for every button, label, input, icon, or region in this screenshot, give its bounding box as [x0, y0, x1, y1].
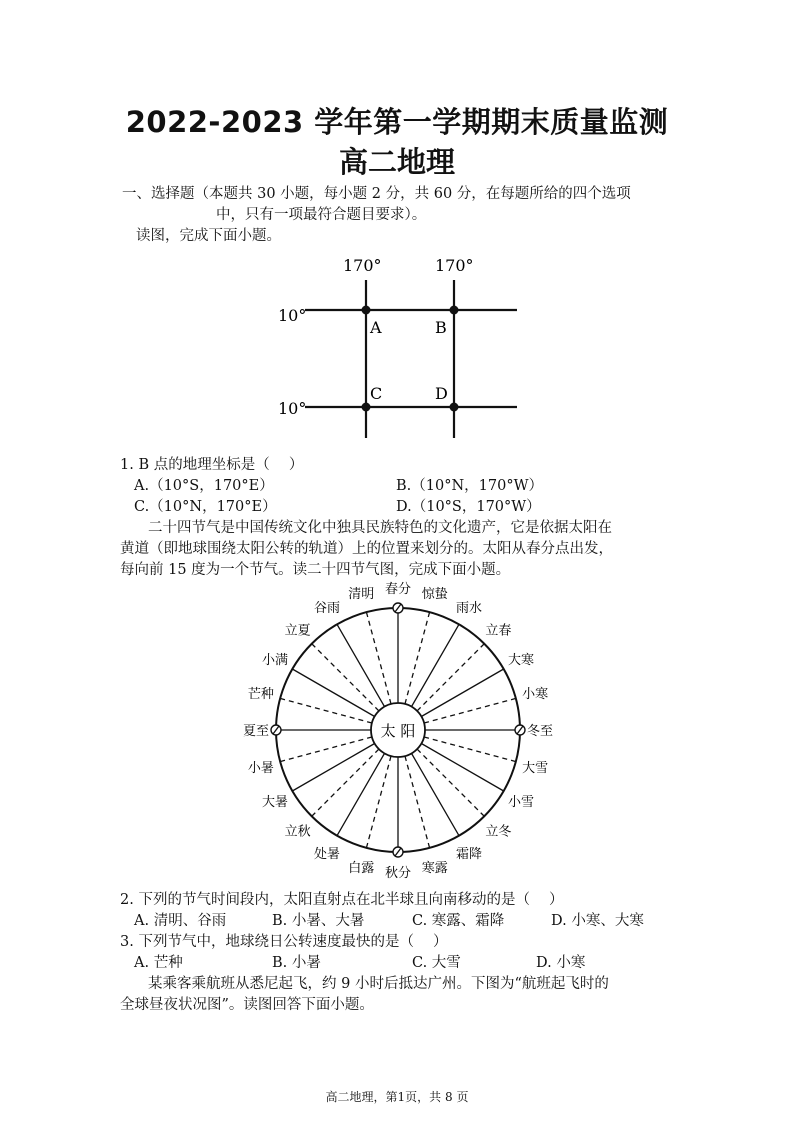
- section-heading-line1: 一、选择题（本题共 30 小题，每小题 2 分，共 60 分，在每题所给的四个选项: [122, 186, 631, 202]
- term-label-6: 冬至: [526, 724, 554, 739]
- q2-option-c: C. 寒露、霜降: [412, 913, 505, 929]
- q1-option-a: A.（10°S，170°E）: [134, 478, 274, 494]
- spoke-7: [424, 737, 516, 762]
- passage3-line1: 某乘客乘航班从悉尼起飞，约 9 小时后抵达广州。下图为“航班起飞时的: [148, 976, 609, 992]
- exam-subject: 高二地理: [338, 145, 455, 179]
- spoke-8: [421, 744, 503, 792]
- point-label-d: D: [435, 384, 448, 403]
- q1-option-d: D.（10°S，170°W）: [396, 499, 541, 515]
- spoke-5: [424, 698, 516, 723]
- term-label-15: 立秋: [284, 824, 311, 840]
- sun-label: 太 阳: [380, 722, 416, 740]
- term-label-5: 小寒: [522, 687, 549, 703]
- spoke-2: [412, 624, 460, 706]
- spoke-22: [337, 624, 385, 706]
- q1-stem: 1. B 点的地理坐标是（ ）: [120, 457, 304, 473]
- spoke-3: [417, 644, 484, 711]
- spoke-23: [366, 612, 391, 704]
- passage2-line2: 黄道（即地球围绕太阳公转的轨道）上的位置来划分的。太阳从春分点出发，: [120, 541, 613, 557]
- term-label-0: 春分: [384, 582, 412, 597]
- page-footer: 高二地理，第1页，共 8 页: [325, 1090, 469, 1104]
- q2-option-b: B. 小暑、大暑: [272, 913, 365, 929]
- term-label-19: 芒种: [247, 687, 274, 703]
- spoke-15: [312, 749, 379, 816]
- point-a-dot: [362, 306, 371, 315]
- term-label-8: 小雪: [507, 795, 534, 810]
- point-label-c: C: [370, 384, 383, 403]
- term-label-7: 大雪: [522, 760, 549, 776]
- exam-title: 2022-2023 学年第一学期期末质量监测: [125, 105, 669, 139]
- q3-option-a: A. 芒种: [134, 955, 183, 971]
- spoke-21: [312, 644, 379, 711]
- q3-option-c: C. 大雪: [412, 955, 461, 971]
- point-d-dot: [450, 403, 459, 412]
- term-label-3: 立春: [485, 623, 512, 639]
- term-label-12: 秋分: [384, 866, 412, 880]
- point-b-dot: [450, 306, 459, 315]
- solar-terms-figure: [230, 580, 570, 880]
- top-label-left: 170°: [343, 256, 382, 275]
- passage2-line1: 二十四节气是中国传统文化中独具民族特色的文化遗产，它是依据太阳在: [148, 520, 612, 536]
- point-label-a: A: [370, 318, 382, 337]
- spoke-14: [337, 753, 385, 835]
- section-instruction: 读图，完成下面小题。: [136, 228, 281, 244]
- spoke-11: [405, 756, 430, 848]
- term-label-2: 雨水: [455, 601, 483, 617]
- spoke-16: [292, 744, 374, 792]
- spoke-20: [292, 669, 374, 717]
- term-label-17: 小暑: [247, 760, 274, 776]
- q1-option-c: C.（10°N，170°E）: [134, 499, 277, 515]
- point-label-b: B: [435, 318, 447, 337]
- section-heading-line2: 中，只有一项最符合题目要求）。: [216, 207, 427, 223]
- term-label-16: 大暑: [262, 795, 289, 810]
- passage2-line3: 每向前 15 度为一个节气。读二十四节气图，完成下面小题。: [120, 562, 511, 578]
- left-label-top: 10°: [278, 306, 307, 325]
- spoke-19: [280, 698, 372, 723]
- spoke-10: [412, 753, 460, 835]
- term-label-23: 清明: [348, 586, 375, 602]
- lat-lon-grid-figure: [275, 250, 525, 445]
- term-label-10: 霜降: [455, 846, 483, 862]
- spoke-1: [405, 612, 430, 704]
- term-label-18: 夏至: [242, 724, 270, 739]
- term-label-20: 小满: [262, 653, 289, 668]
- spoke-13: [366, 756, 391, 848]
- q2-option-d: D. 小寒、大寒: [551, 913, 644, 929]
- term-label-9: 立冬: [485, 824, 512, 840]
- q2-stem: 2. 下列的节气时间段内，太阳直射点在北半球且向南移动的是（ ）: [120, 892, 564, 908]
- spoke-17: [280, 737, 372, 762]
- term-label-1: 惊蛰: [421, 586, 448, 602]
- term-label-22: 谷雨: [313, 601, 341, 617]
- spoke-9: [417, 749, 484, 816]
- point-c-dot: [362, 403, 371, 412]
- term-label-4: 大寒: [507, 653, 534, 668]
- q3-stem: 3. 下列节气中，地球绕日公转速度最快的是（ ）: [120, 934, 448, 950]
- q2-option-a: A. 清明、谷雨: [134, 913, 227, 929]
- passage3-line2: 全球昼夜状况图”。读图回答下面小题。: [120, 997, 374, 1013]
- top-label-right: 170°: [435, 256, 474, 275]
- term-label-14: 处暑: [313, 846, 341, 862]
- spoke-4: [421, 669, 503, 717]
- term-label-11: 寒露: [421, 861, 448, 877]
- q3-option-d: D. 小寒: [536, 955, 586, 971]
- q1-option-b: B.（10°N，170°W）: [396, 478, 543, 494]
- term-label-21: 立夏: [284, 623, 311, 639]
- term-label-13: 白露: [348, 861, 375, 877]
- left-label-bottom: 10°: [278, 399, 307, 418]
- q3-option-b: B. 小暑: [272, 955, 321, 971]
